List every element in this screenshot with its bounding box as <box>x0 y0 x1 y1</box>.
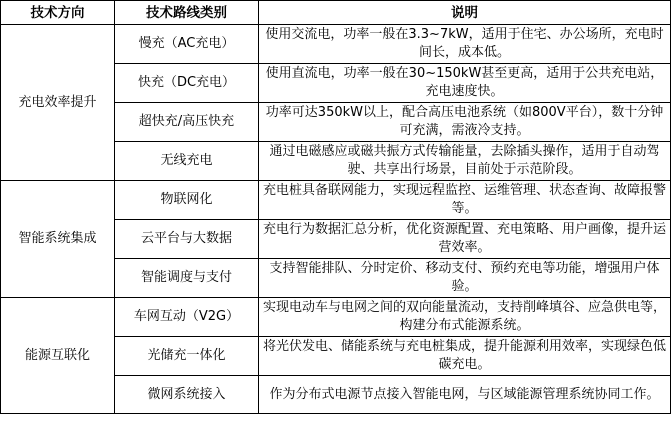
route-cell: 智能调度与支付 <box>115 259 259 298</box>
header-description: 说明 <box>259 1 671 25</box>
description-cell: 使用直流电，功率一般在30~150kW甚至更高，适用于公共充电站，充电速度快。 <box>259 64 671 103</box>
header-route-category: 技术路线类别 <box>115 1 259 25</box>
category-cell: 充电效率提升 <box>1 25 115 181</box>
description-cell: 支持智能排队、分时定价、移动支付、预约充电等功能，增强用户体验。 <box>259 259 671 298</box>
route-cell: 微网系统接入 <box>115 376 259 414</box>
category-cell: 智能系统集成 <box>1 181 115 298</box>
route-cell: 快充（DC充电） <box>115 64 259 103</box>
route-cell: 超快充/高压快充 <box>115 103 259 142</box>
table-row <box>1 181 671 220</box>
description-cell: 使用交流电，功率一般在3.3~7kW，适用于住宅、办公场所，充电时间长，成本低。 <box>259 25 671 64</box>
route-cell: 物联网化 <box>115 181 259 220</box>
table-row <box>1 25 671 64</box>
table-header-row <box>1 1 671 25</box>
route-cell: 光储充一体化 <box>115 337 259 376</box>
description-cell: 通过电磁感应或磁共振方式传输能量，去除插头操作，适用于自动驾驶、共享出行场景，目前处于示范阶段。 <box>259 142 671 181</box>
route-cell: 慢充（AC充电） <box>115 25 259 64</box>
header-direction: 技术方向 <box>1 1 115 25</box>
route-cell: 无线充电 <box>115 142 259 181</box>
description-cell: 将光伏发电、储能系统与充电桩集成，提升能源利用效率，实现绿色低碳充电。 <box>259 337 671 376</box>
table-row <box>1 298 671 337</box>
description-cell: 充电行为数据汇总分析，优化资源配置、充电策略、用户画像，提升运营效率。 <box>259 220 671 259</box>
route-cell: 云平台与大数据 <box>115 220 259 259</box>
description-cell: 实现电动车与电网之间的双向能量流动，支持削峰填谷、应急供电等，构建分布式能源系统。 <box>259 298 671 337</box>
route-cell: 车网互动（V2G） <box>115 298 259 337</box>
description-cell: 充电桩具备联网能力，实现远程监控、运维管理、状态查询、故障报警等。 <box>259 181 671 220</box>
description-cell: 功率可达350kW以上，配合高压电池系统（如800V平台），数十分钟可充满，需液冷支持。 <box>259 103 671 142</box>
description-cell: 作为分布式电源节点接入智能电网，与区域能源管理系统协同工作。 <box>259 376 671 414</box>
category-cell: 能源互联化 <box>1 298 115 414</box>
